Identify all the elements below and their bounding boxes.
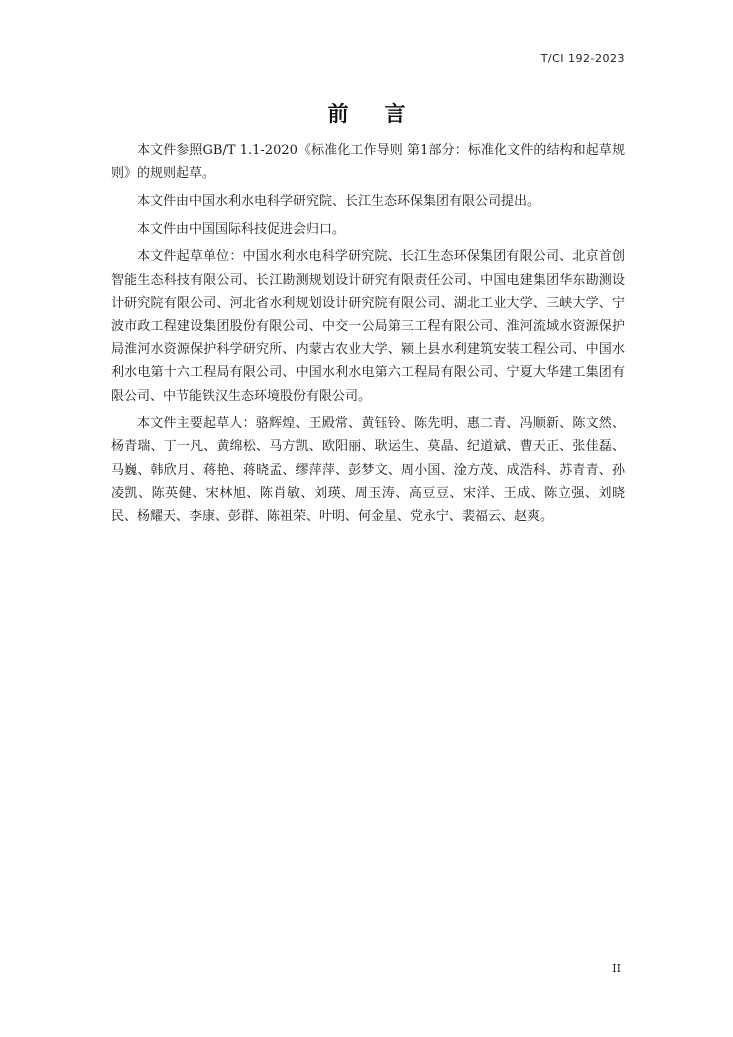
- paragraph-proposer: 本文件由中国水利水电科学研究院、长江生态环保集团有限公司提出。: [137, 193, 541, 209]
- page-title: 前言: [327, 102, 442, 126]
- standard-code: T/CI 192-2023: [540, 52, 625, 65]
- paragraph-drafting-units: 本文件起草单位：中国水利水电科学研究院、长江生态环保集团有限公司、北京首创智能生态科技有限公司、长江勘测规划设计研究有限责任公司、中国电建集团华东勘测设计研究院有限公司、河北省水利规划设计研究院有限公司、湖北工业大学、三峡大学、宁波市政工程建设集团股份有限公司、中交一公局第三工程有限公司、淮河流域水资源保护局淮河水资源保护科学研究所、内蒙古农业大学、颍上县水利建筑安装工程公司、中国水利水电第十六工程局有限公司、中国水利水电第六工程局有限公司、宁夏大华建工集团有限公司、中节能铁汉生态环境股份有限公司。: [111, 249, 625, 404]
- paragraph-drafters: 本文件主要起草人：骆辉煌、王殿常、黄钰铃、陈先明、惠二青、冯顺新、陈文然、杨青瑞、丁一凡、黄绵松、马方凯、欧阳丽、耿运生、莫晶、纪道斌、曹天正、张佳磊、马巍、韩欣月、蒋艳、蒋晓孟、缪萍萍、彭梦文、周小国、淦方茂、成浩科、苏青青、孙凌凯、陈英健、宋林旭、陈肖敏、刘瑛、周玉涛、高豆豆、宋洋、王成、陈立强、刘晓民、杨耀天、李康、彭群、陈祖荣、叶明、何金星、党永宁、裴福云、赵爽。: [111, 416, 625, 525]
- foreword-body: [111, 139, 625, 533]
- paragraph-reference: 本文件参照GB/T 1.1-2020《标准化工作导则 第1部分：标准化文件的结构和起草规则》的规则起草。: [111, 143, 625, 182]
- page-number: II: [612, 962, 621, 975]
- paragraph-centralized-unit: 本文件由中国国际科技促进会归口。: [137, 221, 346, 237]
